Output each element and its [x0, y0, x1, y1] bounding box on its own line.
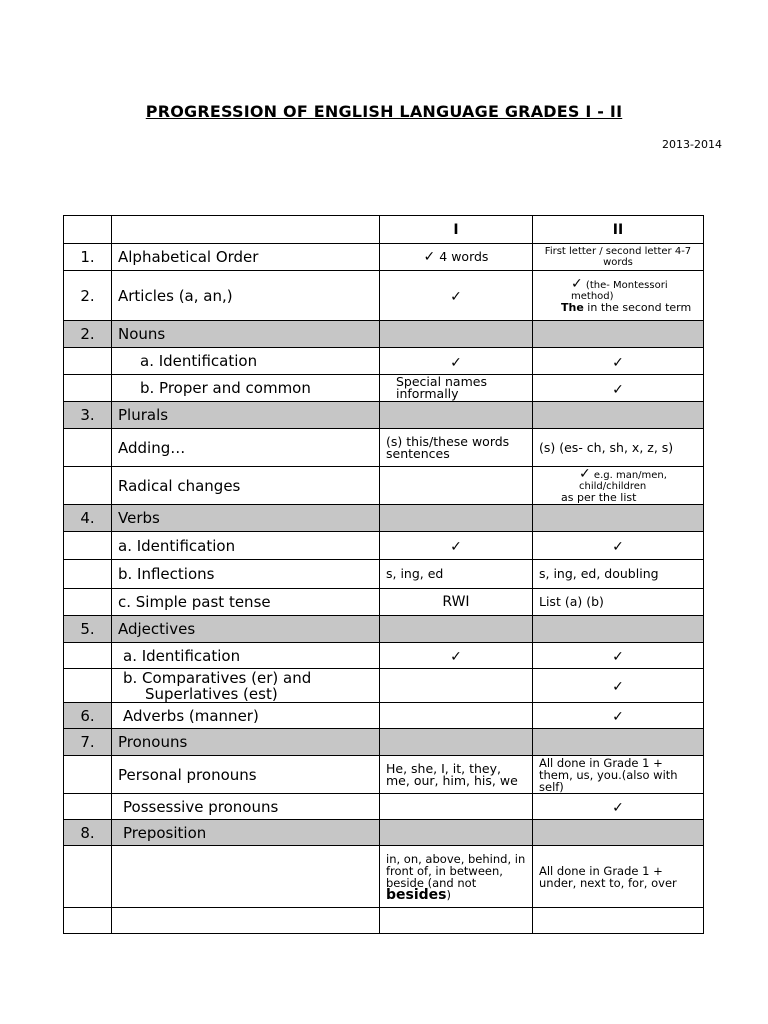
- row-topic: c. Simple past tense: [112, 589, 380, 616]
- check-icon: ✓: [423, 249, 436, 265]
- table-row: [64, 703, 704, 729]
- table-row: [64, 321, 704, 348]
- table-row: [64, 729, 704, 756]
- table-row: [64, 348, 704, 375]
- check-icon: ✓: [450, 354, 462, 371]
- row-topic: Adjectives: [112, 616, 380, 643]
- grade1-content: s, ing, ed: [380, 560, 533, 589]
- table-row: [64, 643, 704, 669]
- row-number: 4.: [64, 505, 112, 532]
- table-row: [64, 505, 704, 532]
- table-row: [64, 616, 704, 643]
- row-topic: Nouns: [112, 321, 380, 348]
- progression-table: [63, 215, 704, 934]
- check-icon: ✓: [579, 466, 591, 482]
- academic-year: 2013-2014: [662, 138, 722, 151]
- grade2-note: e.g. man/men, child/children: [579, 469, 667, 492]
- table-row: [64, 402, 704, 429]
- table-row: [64, 846, 704, 908]
- row-number: 3.: [64, 402, 112, 429]
- table-row: [64, 669, 704, 703]
- check-icon: ✓: [571, 275, 583, 292]
- row-topic: Adding…: [112, 429, 380, 467]
- grade1-content: He, she, I, it, they, me, our, him, his, we: [380, 756, 533, 794]
- row-topic: Pronouns: [112, 729, 380, 756]
- table-row: [64, 271, 704, 321]
- row-topic: b. Proper and common: [112, 375, 380, 402]
- grade1-content: in, on, above, behind, in front of, in between,: [386, 851, 526, 878]
- check-icon: ✓: [450, 539, 462, 555]
- table-row: [64, 532, 704, 560]
- row-topic: a. Identification: [112, 348, 380, 375]
- row-topic: Possessive pronouns: [112, 794, 380, 820]
- grade1-content: RWI: [380, 589, 533, 616]
- header-blank-num: [64, 216, 112, 244]
- row-number: 6.: [64, 703, 112, 729]
- table-row: [64, 820, 704, 846]
- row-topic: Alphabetical Order: [112, 244, 380, 271]
- row-topic: Adverbs (manner): [112, 703, 380, 729]
- header-blank-topic: [112, 216, 380, 244]
- grade2-note: (the- Montessori method): [571, 279, 668, 302]
- check-icon: ✓: [450, 649, 462, 665]
- row-topic: Preposition: [112, 820, 380, 846]
- grade2-note-2: as per the list: [561, 490, 637, 504]
- grade1-content: (s) this/these words sentences: [380, 429, 533, 467]
- grade2-bold: The: [561, 300, 584, 314]
- grade1-content: 4 words: [439, 249, 489, 264]
- check-icon: ✓: [612, 354, 624, 371]
- row-topic: a. Identification: [112, 532, 380, 560]
- check-icon: ✓: [612, 679, 624, 695]
- table-row: [64, 589, 704, 616]
- table-row: [64, 429, 704, 467]
- check-icon: ✓: [450, 289, 462, 305]
- row-topic: Plurals: [112, 402, 380, 429]
- row-number: 5.: [64, 616, 112, 643]
- row-number: 1.: [64, 244, 112, 271]
- grade2-rest: in the second term: [583, 300, 692, 314]
- grade2-content: All done in Grade 1 + them, us, you.(also with self): [533, 756, 704, 794]
- check-icon: ✓: [612, 709, 624, 725]
- row-topic: b. Comparatives (er) and: [123, 668, 312, 687]
- table-row: [64, 908, 704, 934]
- header-grade-2: II: [533, 216, 704, 244]
- row-topic: Radical changes: [112, 467, 380, 505]
- grade2-content: (s) (es- ch, sh, x, z, s): [533, 429, 704, 467]
- row-number: 2.: [64, 271, 112, 321]
- check-icon: ✓: [612, 800, 624, 816]
- row-topic-2: Superlatives (est): [145, 684, 278, 703]
- row-number: 2.: [64, 321, 112, 348]
- page-title: PROGRESSION OF ENGLISH LANGUAGE GRADES I - II: [145, 102, 623, 121]
- row-topic: Verbs: [112, 505, 380, 532]
- row-number: 7.: [64, 729, 112, 756]
- grade1-content-3: ): [446, 887, 451, 902]
- grade2-content: List (a) (b): [533, 589, 704, 616]
- grade1-bold: besides: [386, 886, 447, 903]
- check-icon: ✓: [612, 539, 624, 555]
- table-row: [64, 244, 704, 271]
- table-row: [64, 467, 704, 505]
- check-icon: ✓: [612, 381, 624, 398]
- row-number: 8.: [64, 820, 112, 846]
- table-row: [64, 375, 704, 402]
- grade1-content-2: beside (and not: [386, 875, 477, 890]
- table-row: [64, 794, 704, 820]
- grade2-content: s, ing, ed, doubling: [533, 560, 704, 589]
- row-topic: Articles (a, an,): [112, 271, 380, 321]
- grade2-content: All done in Grade 1 + under, next to, for, over: [533, 846, 704, 908]
- table-row: [64, 756, 704, 794]
- table-row: [64, 560, 704, 589]
- check-icon: ✓: [612, 649, 624, 665]
- row-topic: Personal pronouns: [112, 756, 380, 794]
- row-topic: b. Inflections: [112, 560, 380, 589]
- row-topic: a. Identification: [112, 643, 380, 669]
- grade1-content: Special names informally: [380, 375, 533, 402]
- header-grade-1: I: [380, 216, 533, 244]
- grade2-content: First letter / second letter 4-7 words: [533, 244, 704, 271]
